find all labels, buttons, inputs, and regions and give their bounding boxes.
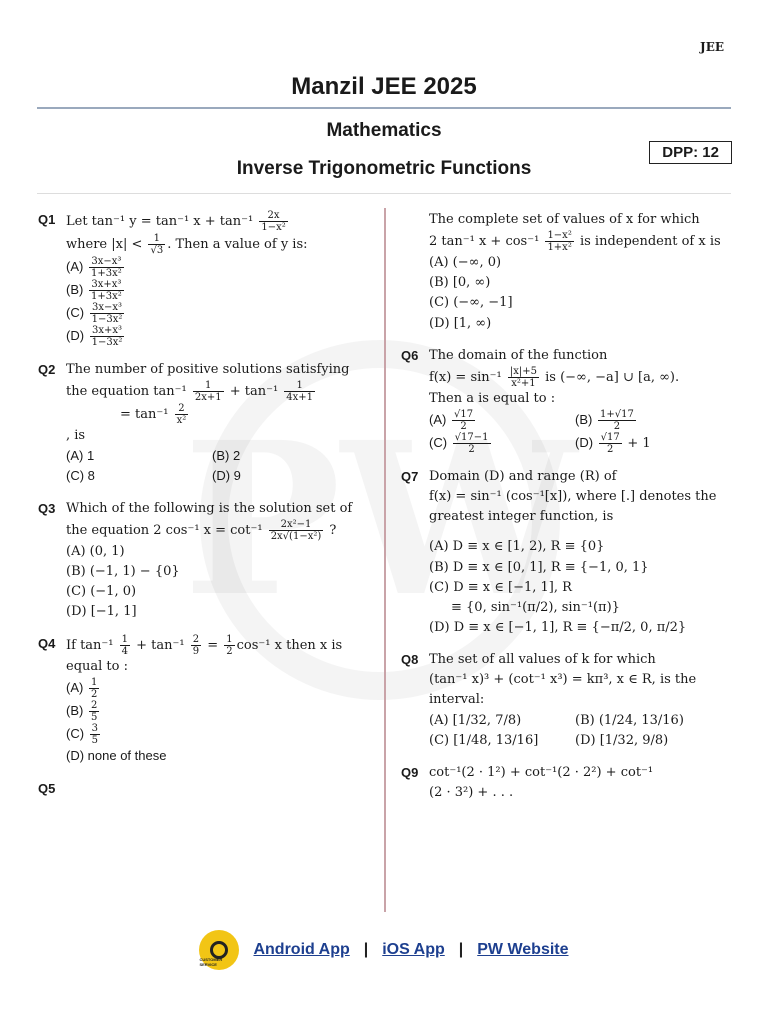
option-c[interactable]: (C) (−1, 0)	[66, 583, 137, 599]
question-stem: Domain (D) and range (R) of f(x) = sin⁻¹ (cos⁻¹[x]), where [.] denotes the greatest integer function, is	[429, 468, 717, 525]
option-b[interactable]: (B) (1/24, 13/16)	[575, 712, 684, 728]
question-5-continued	[401, 210, 731, 334]
question-5	[38, 779, 373, 799]
android-app-link[interactable]: Android App	[253, 941, 350, 958]
question-number: Q7	[401, 468, 419, 484]
question-stem: Which of the following is the solution set of the equation 2 cos⁻¹ x = cot⁻¹ $\frac{\text{2x²−1}}{\text{2x√(1−x²)}}$ ?	[66, 500, 353, 542]
question-number: Q2	[38, 362, 56, 377]
question-number: Q1	[38, 212, 56, 227]
left-column	[38, 210, 373, 811]
pw-website-link[interactable]: PW Website	[477, 941, 569, 958]
option-a[interactable]: (A) $\frac{1}{2}$	[66, 677, 98, 701]
question-number: Q4	[38, 636, 56, 652]
option-a[interactable]: (A) D ≡ x ∈ [1, 2), R ≡ {0}	[429, 539, 605, 555]
option-b[interactable]: (B) $\frac{2}{5}$	[66, 700, 98, 724]
option-a[interactable]: (A) [1/32, 7/8)	[429, 712, 522, 728]
option-a[interactable]: (A) 1	[66, 448, 95, 464]
question-stem: The domain of the function f(x) = sin⁻¹ $\frac{|x|+5}{\text{x²+1}}$ is (−∞, −a] ∪ [a, ∞). Then a is equal to :	[429, 347, 680, 406]
option-c[interactable]: (C) $\frac{3}{5}$	[66, 723, 99, 747]
question-stem: The set of all values of k for which (tan⁻¹ x)³ + (cot⁻¹ x³) = kπ³, x ∈ R, is the interval:	[429, 652, 697, 708]
question-stem: Let tan⁻¹ y = tan⁻¹ x + tan⁻¹ $\frac{2x}{\text{1−x²}}$ where |x| < $\frac{1}{√3}$ . Then a value of y is:	[66, 210, 308, 256]
footer-links	[0, 930, 768, 970]
subject-heading: Mathematics	[326, 120, 442, 141]
option-b[interactable]: (B) $\frac{\text{3x+x³}}{\text{1+3x²}}$	[66, 279, 122, 302]
link-separator: |	[458, 941, 464, 958]
option-b[interactable]: (B) D ≡ x ∈ [0, 1], R ≡ {−1, 0, 1}	[429, 559, 649, 575]
customer-service-icon[interactable]: CUSTOMER SERVICE	[199, 930, 239, 970]
question-stem: If tan⁻¹ $\frac{1}{4}$ + tan⁻¹ $\frac{2}{9}$ = $\frac{1}{2}$ cos⁻¹ x then x is equal to :	[66, 634, 343, 675]
option-a[interactable]: (A) (0, 1)	[66, 543, 125, 559]
option-c[interactable]: (C) D ≡ x ∈ [−1, 1], R	[429, 579, 572, 595]
option-b[interactable]: (B) (−1, 1) − {0}	[66, 563, 180, 579]
option-d[interactable]: (D) 9	[212, 468, 241, 484]
question-2	[38, 360, 373, 487]
question-stem: The number of positive solutions satisfying the equation tan⁻¹ $\frac{1}{2x+1}$ + tan⁻¹ $\frac{1}{4x+1}$ = tan⁻¹ $\frac{2}{\text{x²}}$ , is	[66, 362, 350, 444]
page-title: Manzil JEE 2025	[291, 73, 477, 100]
option-c-continued: ≡ {0, sin⁻¹(π/2), sin⁻¹(π)}	[451, 599, 620, 615]
question-6	[401, 346, 731, 455]
chapter-heading: Inverse Trigonometric Functions	[236, 158, 532, 179]
question-number: Q5	[38, 780, 56, 796]
option-d[interactable]: (D) [−1, 1]	[66, 604, 137, 620]
header-divider	[37, 193, 731, 194]
option-d[interactable]: (D) [1, ∞)	[429, 315, 492, 331]
question-stem: cot⁻¹(2 · 1²) + cot⁻¹(2 · 2²) + cot⁻¹ (2 · 3²) + . . .	[429, 764, 654, 800]
option-d[interactable]: (D) $\frac{\text{3x+x³}}{\text{1−3x²}}$	[66, 325, 123, 348]
question-number: Q6	[401, 347, 419, 363]
option-c[interactable]: (C) $\frac{\text{3x−x³}}{\text{1−3x²}}$	[66, 302, 123, 325]
option-c[interactable]: (C) 8	[66, 468, 95, 484]
right-column	[401, 210, 731, 815]
question-7	[401, 467, 731, 638]
option-d[interactable]: (D) none of these	[66, 748, 167, 764]
ios-app-link[interactable]: iOS App	[382, 941, 445, 958]
question-3	[38, 499, 373, 623]
title-divider	[37, 107, 731, 109]
option-a[interactable]: (A) $\frac{\text{3x−x³}}{\text{1+3x²}}$	[66, 256, 122, 279]
option-d[interactable]: (D) $\frac{√17}{2}$ + 1	[575, 431, 651, 455]
option-b[interactable]: (B) $\frac{1+√17}{2}$	[575, 408, 634, 432]
option-c[interactable]: (C) (−∞, −1]	[429, 295, 513, 311]
question-9	[401, 763, 731, 803]
option-c[interactable]: (C) [1/48, 13/16]	[429, 732, 539, 748]
question-8	[401, 650, 731, 751]
question-number: Q9	[401, 764, 419, 780]
option-b[interactable]: (B) 2	[212, 448, 241, 464]
option-d[interactable]: (D) [1/32, 9/8)	[575, 732, 669, 748]
question-stem: The complete set of values of x for which 2 tan⁻¹ x + cos⁻¹ $\frac{\text{1−x²}}{\text{1+x²}}$ is independent of x is	[429, 212, 721, 254]
question-number: Q3	[38, 500, 56, 516]
link-separator: |	[363, 941, 369, 958]
question-4	[38, 634, 373, 766]
option-b[interactable]: (B) [0, ∞)	[429, 275, 491, 291]
column-divider	[384, 208, 386, 912]
exam-tag: JEE	[700, 40, 724, 54]
option-a[interactable]: (A) (−∞, 0)	[429, 255, 502, 271]
question-number: Q8	[401, 652, 419, 668]
option-c[interactable]: (C) $\frac{√17-1}{2}$	[429, 431, 489, 455]
option-d[interactable]: (D) D ≡ x ∈ [−1, 1], R ≡ {−π/2, 0, π/2}	[429, 619, 687, 635]
option-a[interactable]: (A) $\frac{√17}{2}$	[429, 408, 474, 432]
question-1	[38, 210, 373, 348]
dpp-badge: DPP: 12	[649, 141, 732, 164]
